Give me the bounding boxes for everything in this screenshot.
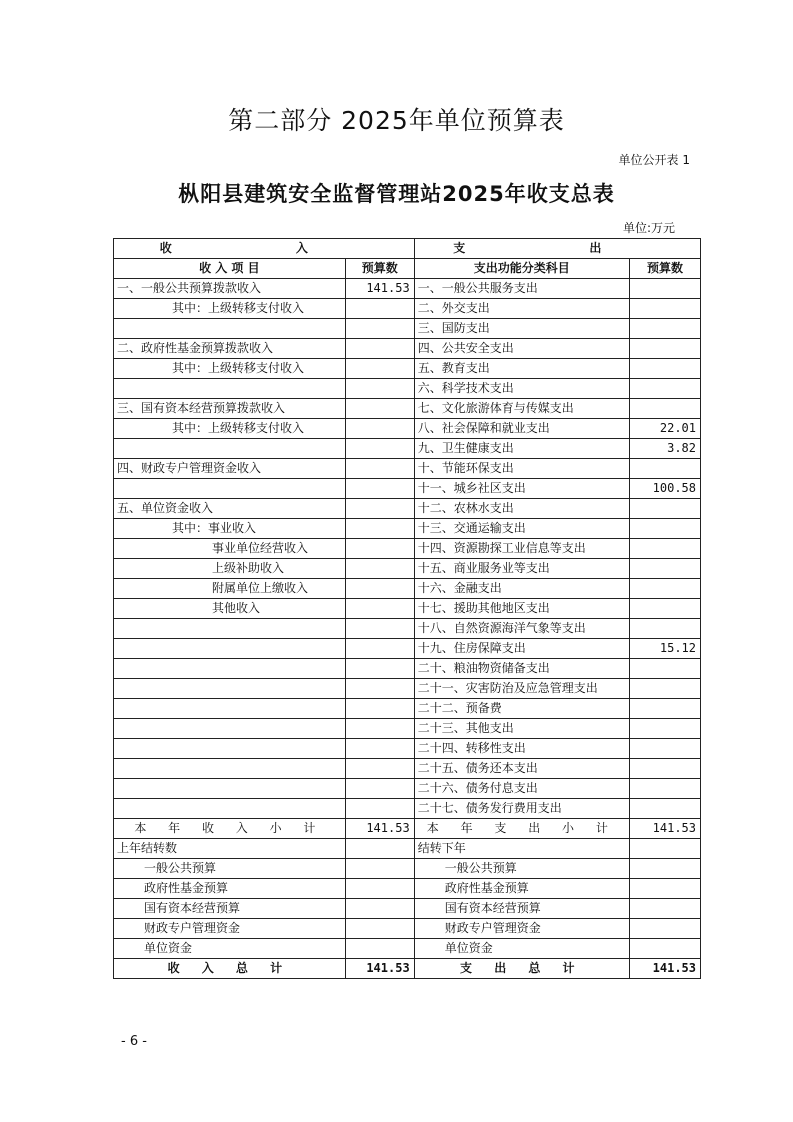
expense-item-cell: 三、国防支出 [414,319,629,339]
income-item-cell: 事业单位经营收入 [114,539,346,559]
table-row [114,619,701,639]
income-value-cell [345,719,414,739]
income-item-cell: 三、国有资本经营预算拨款收入 [114,399,346,419]
expense-value-cell [629,939,700,959]
income-item-cell: 上级补助收入 [114,559,346,579]
income-item-cell [114,439,346,459]
income-value-cell: 141.53 [345,819,414,839]
income-item-cell [114,319,346,339]
income-item-cell [114,699,346,719]
expense-item-cell: 十三、交通运输支出 [414,519,629,539]
table-row [114,399,701,419]
income-value-cell [345,539,414,559]
income-value-cell [345,799,414,819]
table-row [114,719,701,739]
income-value-cell [345,679,414,699]
expense-item-cell: 七、文化旅游体育与传媒支出 [414,399,629,419]
table-row [114,879,701,899]
expense-item-cell: 二十六、债务付息支出 [414,779,629,799]
table-row [114,919,701,939]
expense-item-cell: 十八、自然资源海洋气象等支出 [414,619,629,639]
expense-item-header: 支出功能分类科目 [414,259,629,279]
income-value-cell [345,419,414,439]
income-item-cell [114,639,346,659]
income-value-cell [345,359,414,379]
table-row [114,679,701,699]
expense-value-cell [629,699,700,719]
income-item-cell [114,619,346,639]
main-title: 枞阳县建筑安全监督管理站2025年收支总表 [178,182,615,206]
income-value-cell [345,779,414,799]
income-item-cell [114,799,346,819]
income-value-cell [345,479,414,499]
income-value-cell [345,399,414,419]
income-value-cell [345,559,414,579]
income-item-cell [114,719,346,739]
income-item-cell: 财政专户管理资金 [114,919,346,939]
income-item-cell [114,479,346,499]
income-item-cell: 其中：上级转移支付收入 [114,359,346,379]
table-row [114,799,701,819]
table-row [114,819,701,839]
income-item-cell: 附属单位上缴收入 [114,579,346,599]
expense-item-cell: 二十、粮油物资储备支出 [414,659,629,679]
income-value-cell [345,699,414,719]
income-item-cell: 其中：上级转移支付收入 [114,419,346,439]
table-row [114,539,701,559]
table-row [114,759,701,779]
expense-value-cell: 141.53 [629,959,700,979]
part-title: 第二部分 2025年单位预算表 [228,106,565,135]
table-row [114,899,701,919]
expense-value-cell [629,519,700,539]
expense-item-cell: 一、一般公共服务支出 [414,279,629,299]
income-item-cell: 其中：事业收入 [114,519,346,539]
income-value-cell [345,619,414,639]
income-item-cell [114,779,346,799]
income-item-cell [114,379,346,399]
expense-value-cell [629,299,700,319]
expense-value-cell: 100.58 [629,479,700,499]
budget-summary-table [113,238,701,979]
header-row-sub [114,259,701,279]
income-value-cell [345,839,414,859]
income-value-cell [345,859,414,879]
income-value-cell [345,519,414,539]
table-row [114,639,701,659]
income-value-cell [345,459,414,479]
table-row [114,299,701,319]
expense-value-cell [629,319,700,339]
income-item-cell [114,659,346,679]
expense-value-cell [629,799,700,819]
income-value-cell [345,639,414,659]
expense-item-cell: 十五、商业服务业等支出 [414,559,629,579]
table-row [114,739,701,759]
expense-item-cell: 国有资本经营预算 [414,899,629,919]
expense-value-cell [629,599,700,619]
income-value-cell [345,439,414,459]
income-item-cell: 一般公共预算 [114,859,346,879]
expense-value-cell [629,679,700,699]
expense-value-cell [629,539,700,559]
expense-item-cell: 一般公共预算 [414,859,629,879]
header-row-top [114,239,701,259]
table-row [114,939,701,959]
expense-item-cell: 十、节能环保支出 [414,459,629,479]
table-row [114,839,701,859]
table-row [114,319,701,339]
income-value-cell: 141.53 [345,959,414,979]
table-row [114,479,701,499]
expense-value-cell [629,879,700,899]
income-value-cell [345,659,414,679]
table-row [114,859,701,879]
expense-item-cell: 五、教育支出 [414,359,629,379]
table-row [114,519,701,539]
table-row [114,659,701,679]
expense-value-cell: 15.12 [629,639,700,659]
expense-item-cell: 财政专户管理资金 [414,919,629,939]
expense-value-cell [629,839,700,859]
table-row [114,559,701,579]
expense-value-cell [629,619,700,639]
expense-item-cell: 十六、金融支出 [414,579,629,599]
income-item-cell: 一、一般公共预算拨款收入 [114,279,346,299]
expense-item-cell: 二十四、转移性支出 [414,739,629,759]
expense-header: 支 出 [414,239,700,259]
expense-item-cell: 六、科学技术支出 [414,379,629,399]
expense-value-cell [629,659,700,679]
income-value-cell [345,299,414,319]
income-value-cell [345,579,414,599]
table-row [114,599,701,619]
expense-value-cell [629,359,700,379]
income-value-cell [345,919,414,939]
income-item-cell: 上年结转数 [114,839,346,859]
expense-item-cell: 单位资金 [414,939,629,959]
expense-item-cell: 二十三、其他支出 [414,719,629,739]
income-value-cell [345,879,414,899]
income-item-cell [114,739,346,759]
expense-budget-header: 预算数 [629,259,700,279]
table-number: 单位公开表 1 [618,153,690,167]
table-row [114,439,701,459]
expense-value-cell: 3.82 [629,439,700,459]
expense-item-cell: 本 年 支 出 小 计 [414,819,629,839]
expense-item-cell: 二十一、灾害防治及应急管理支出 [414,679,629,699]
expense-value-cell [629,559,700,579]
expense-value-cell [629,579,700,599]
expense-value-cell [629,339,700,359]
income-budget-header: 预算数 [345,259,414,279]
expense-item-cell: 政府性基金预算 [414,879,629,899]
income-item-cell [114,679,346,699]
expense-item-cell: 二、外交支出 [414,299,629,319]
expense-item-cell: 八、社会保障和就业支出 [414,419,629,439]
table-row [114,419,701,439]
table-row [114,279,701,299]
expense-value-cell [629,899,700,919]
income-item-cell [114,759,346,779]
income-value-cell [345,319,414,339]
expense-item-cell: 二十五、债务还本支出 [414,759,629,779]
income-item-cell: 其中：上级转移支付收入 [114,299,346,319]
income-value-cell [345,759,414,779]
income-item-cell: 单位资金 [114,939,346,959]
table-row [114,779,701,799]
expense-value-cell [629,759,700,779]
table-row [114,499,701,519]
expense-value-cell: 141.53 [629,819,700,839]
page-number: - 6 - [121,1034,147,1049]
expense-item-cell: 支 出 总 计 [414,959,629,979]
income-item-cell: 国有资本经营预算 [114,899,346,919]
table-row [114,339,701,359]
income-item-cell: 二、政府性基金预算拨款收入 [114,339,346,359]
expense-item-cell: 十七、援助其他地区支出 [414,599,629,619]
income-value-cell [345,499,414,519]
income-item-cell: 五、单位资金收入 [114,499,346,519]
table-row [114,959,701,979]
income-value-cell [345,599,414,619]
income-item-cell: 其他收入 [114,599,346,619]
expense-value-cell [629,779,700,799]
expense-value-cell [629,719,700,739]
expense-value-cell [629,279,700,299]
expense-value-cell [629,399,700,419]
expense-item-cell: 九、卫生健康支出 [414,439,629,459]
expense-value-cell [629,379,700,399]
expense-item-cell: 十一、城乡社区支出 [414,479,629,499]
income-value-cell: 141.53 [345,279,414,299]
income-item-header: 收 入 项 目 [114,259,346,279]
income-item-cell: 本 年 收 入 小 计 [114,819,346,839]
table-row [114,579,701,599]
table-row [114,699,701,719]
expense-item-cell: 二十二、预备费 [414,699,629,719]
income-header: 收 入 [114,239,415,259]
expense-value-cell: 22.01 [629,419,700,439]
expense-value-cell [629,739,700,759]
income-item-cell: 四、财政专户管理资金收入 [114,459,346,479]
income-item-cell: 政府性基金预算 [114,879,346,899]
income-value-cell [345,739,414,759]
expense-item-cell: 十二、农林水支出 [414,499,629,519]
expense-item-cell: 十九、住房保障支出 [414,639,629,659]
expense-value-cell [629,499,700,519]
income-item-cell: 收 入 总 计 [114,959,346,979]
expense-value-cell [629,459,700,479]
expense-item-cell: 结转下年 [414,839,629,859]
table-row [114,379,701,399]
table-row [114,459,701,479]
expense-item-cell: 四、公共安全支出 [414,339,629,359]
unit-label: 单位:万元 [622,221,675,235]
table-row [114,359,701,379]
income-value-cell [345,899,414,919]
expense-item-cell: 十四、资源勘探工业信息等支出 [414,539,629,559]
expense-value-cell [629,919,700,939]
expense-value-cell [629,859,700,879]
expense-item-cell: 二十七、债务发行费用支出 [414,799,629,819]
income-value-cell [345,339,414,359]
income-value-cell [345,379,414,399]
income-value-cell [345,939,414,959]
